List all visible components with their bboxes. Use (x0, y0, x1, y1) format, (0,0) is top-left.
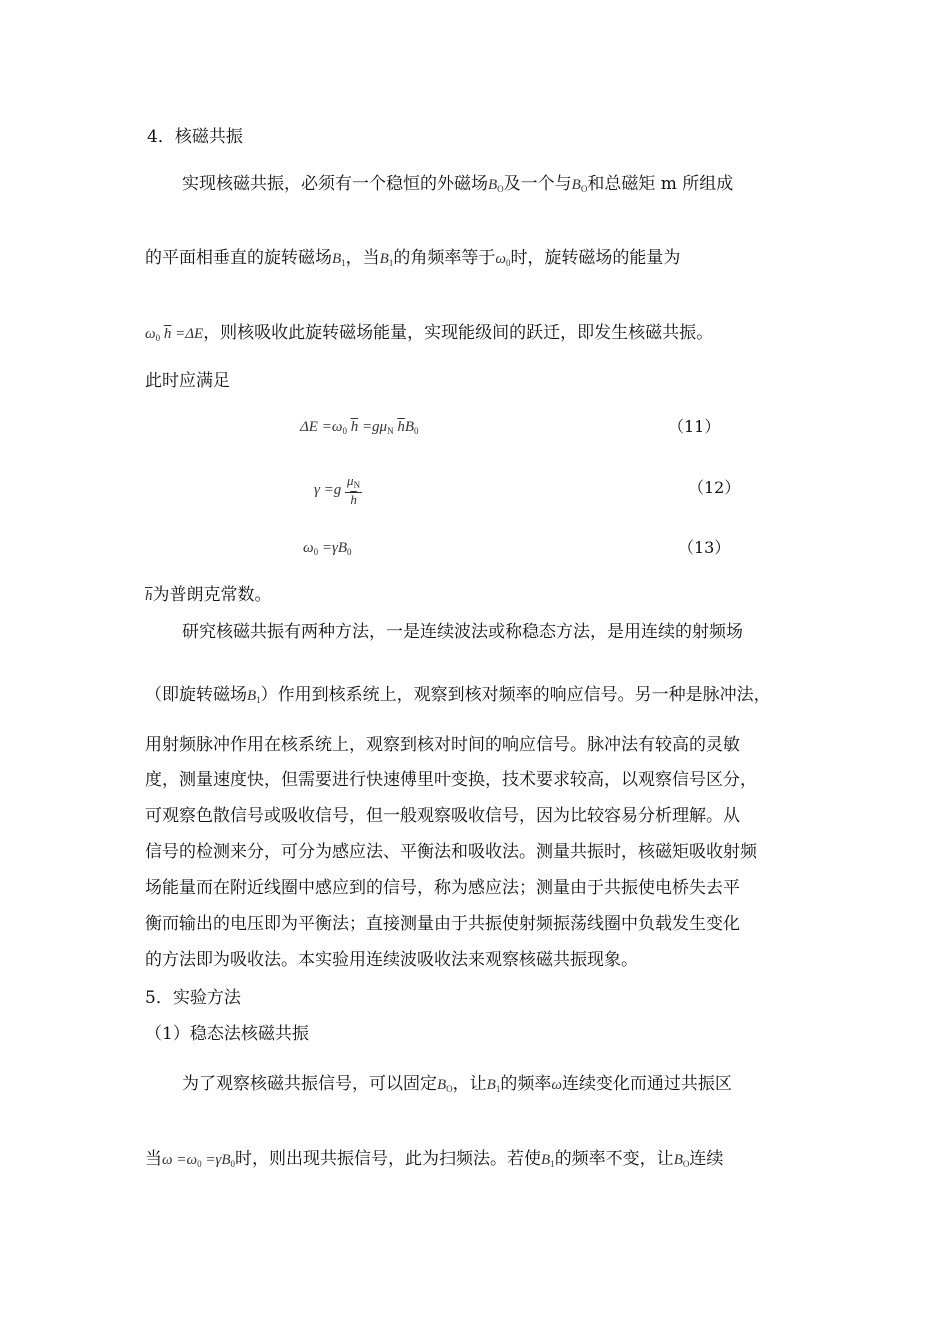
paragraph-line: 信号的检测来分，可分为感应法、平衡法和吸收法。测量共振时，核磁矩吸收射频 (145, 842, 757, 862)
paragraph-line: （即旋转磁场$B_1$）作用到核系统上，观察到核对频率的响应信号。另一种是脉冲法， (145, 685, 771, 705)
math-B1: $B_1$ (541, 1152, 555, 1169)
paragraph-line: 衡而输出的电压即为平衡法；直接测量由于共振使射频振荡线圈中负载发生变化 (145, 914, 740, 934)
math-B1: $B_1$ (332, 251, 346, 268)
paragraph-line: 用射频脉冲作用在核系统上，观察到核对时间的响应信号。脉冲法有较高的灵敏 (145, 735, 740, 755)
paragraph-line: 的方法即为吸收法。本实验用连续波吸收法来观察核磁共振现象。 (145, 950, 638, 970)
paragraph-line: 实现核磁共振，必须有一个稳恒的外磁场$B_O$及一个与$B_O$和总磁矩 m 所组成 (182, 174, 734, 194)
math-resonance: $\omega =\omega_0 =\gamma B_0$ (162, 1152, 236, 1169)
equation-11: $\Delta E =\omega_0$ $\overline{h} =g\mu_N$ $\overline{h}B_0$ (300, 419, 419, 436)
paragraph-line: 为了观察核磁共振信号，可以固定$B_O$，让$B_1$的频率ω连续变化而通过共振区 (182, 1074, 732, 1094)
math-omega0: $\omega_0$ (495, 251, 511, 268)
math-energy: $\omega_0$ $\overline{h} =\Delta E$ (145, 326, 204, 343)
equation-13: $\omega_0 =\gamma B_0$ (303, 540, 352, 557)
math-omega: ω (551, 1077, 562, 1093)
section-5-heading: 5．实验方法 (145, 988, 241, 1008)
equation-number-12: （12） (688, 478, 741, 497)
paragraph-line: 研究核磁共振有两种方法，一是连续波法或称稳态方法，是用连续的射频场 (182, 622, 743, 642)
paragraph-line: $\overline{h}$为普朗克常数。 (145, 585, 272, 605)
equation-12: γ =g $\frac{\mu_N}{h}$ (314, 473, 361, 507)
equation-number-11: （11） (668, 417, 721, 436)
math-B0: $B_O$ (488, 177, 504, 194)
math-B0: $B_O$ (437, 1077, 453, 1094)
paragraph-line: 可观察色散信号或吸收信号，但一般观察吸收信号，因为比较容易分析理解。从 (145, 806, 740, 826)
paragraph-line: 的平面相垂直的旋转磁场$B_1$，当$B_1$的角频率等于$\omega_0$时，旋转磁场的能量为 (145, 248, 681, 268)
paragraph-line: 此时应满足 (145, 371, 230, 391)
paragraph-line: 度，测量速度快，但需要进行快速傅里叶变换，技术要求较高，以观察信号区分， (145, 770, 757, 790)
math-B1: $B_1$ (247, 688, 261, 705)
section-4-heading: 4．核磁共振 (147, 127, 243, 147)
math-B1: $B_1$ (486, 1077, 501, 1094)
paragraph-line: $\omega_0$ $\overline{h} =\Delta E$，则核吸收此旋转磁场能量，实现能级间的跃迁，即发生核磁共振。 (145, 323, 714, 343)
math-B0: $B_O$ (673, 1152, 690, 1169)
math-B0: $B_O$ (571, 177, 588, 194)
paragraph-line: 场能量而在附近线圈中感应到的信号，称为感应法；测量由于共振使电桥失去平 (145, 878, 740, 898)
paragraph-line: 当$\omega =\omega_0 =\gamma B_0$时，则出现共振信号，此为扫频法。若使$B_1$的频率不变，让$B_O$连续 (145, 1149, 724, 1169)
subsection-heading: （1）稳态法核磁共振 (145, 1024, 309, 1044)
math-hbar: $\overline{h}$ (145, 588, 153, 604)
equation-number-13: （13） (678, 538, 731, 557)
math-B1: $B_1$ (379, 251, 394, 268)
